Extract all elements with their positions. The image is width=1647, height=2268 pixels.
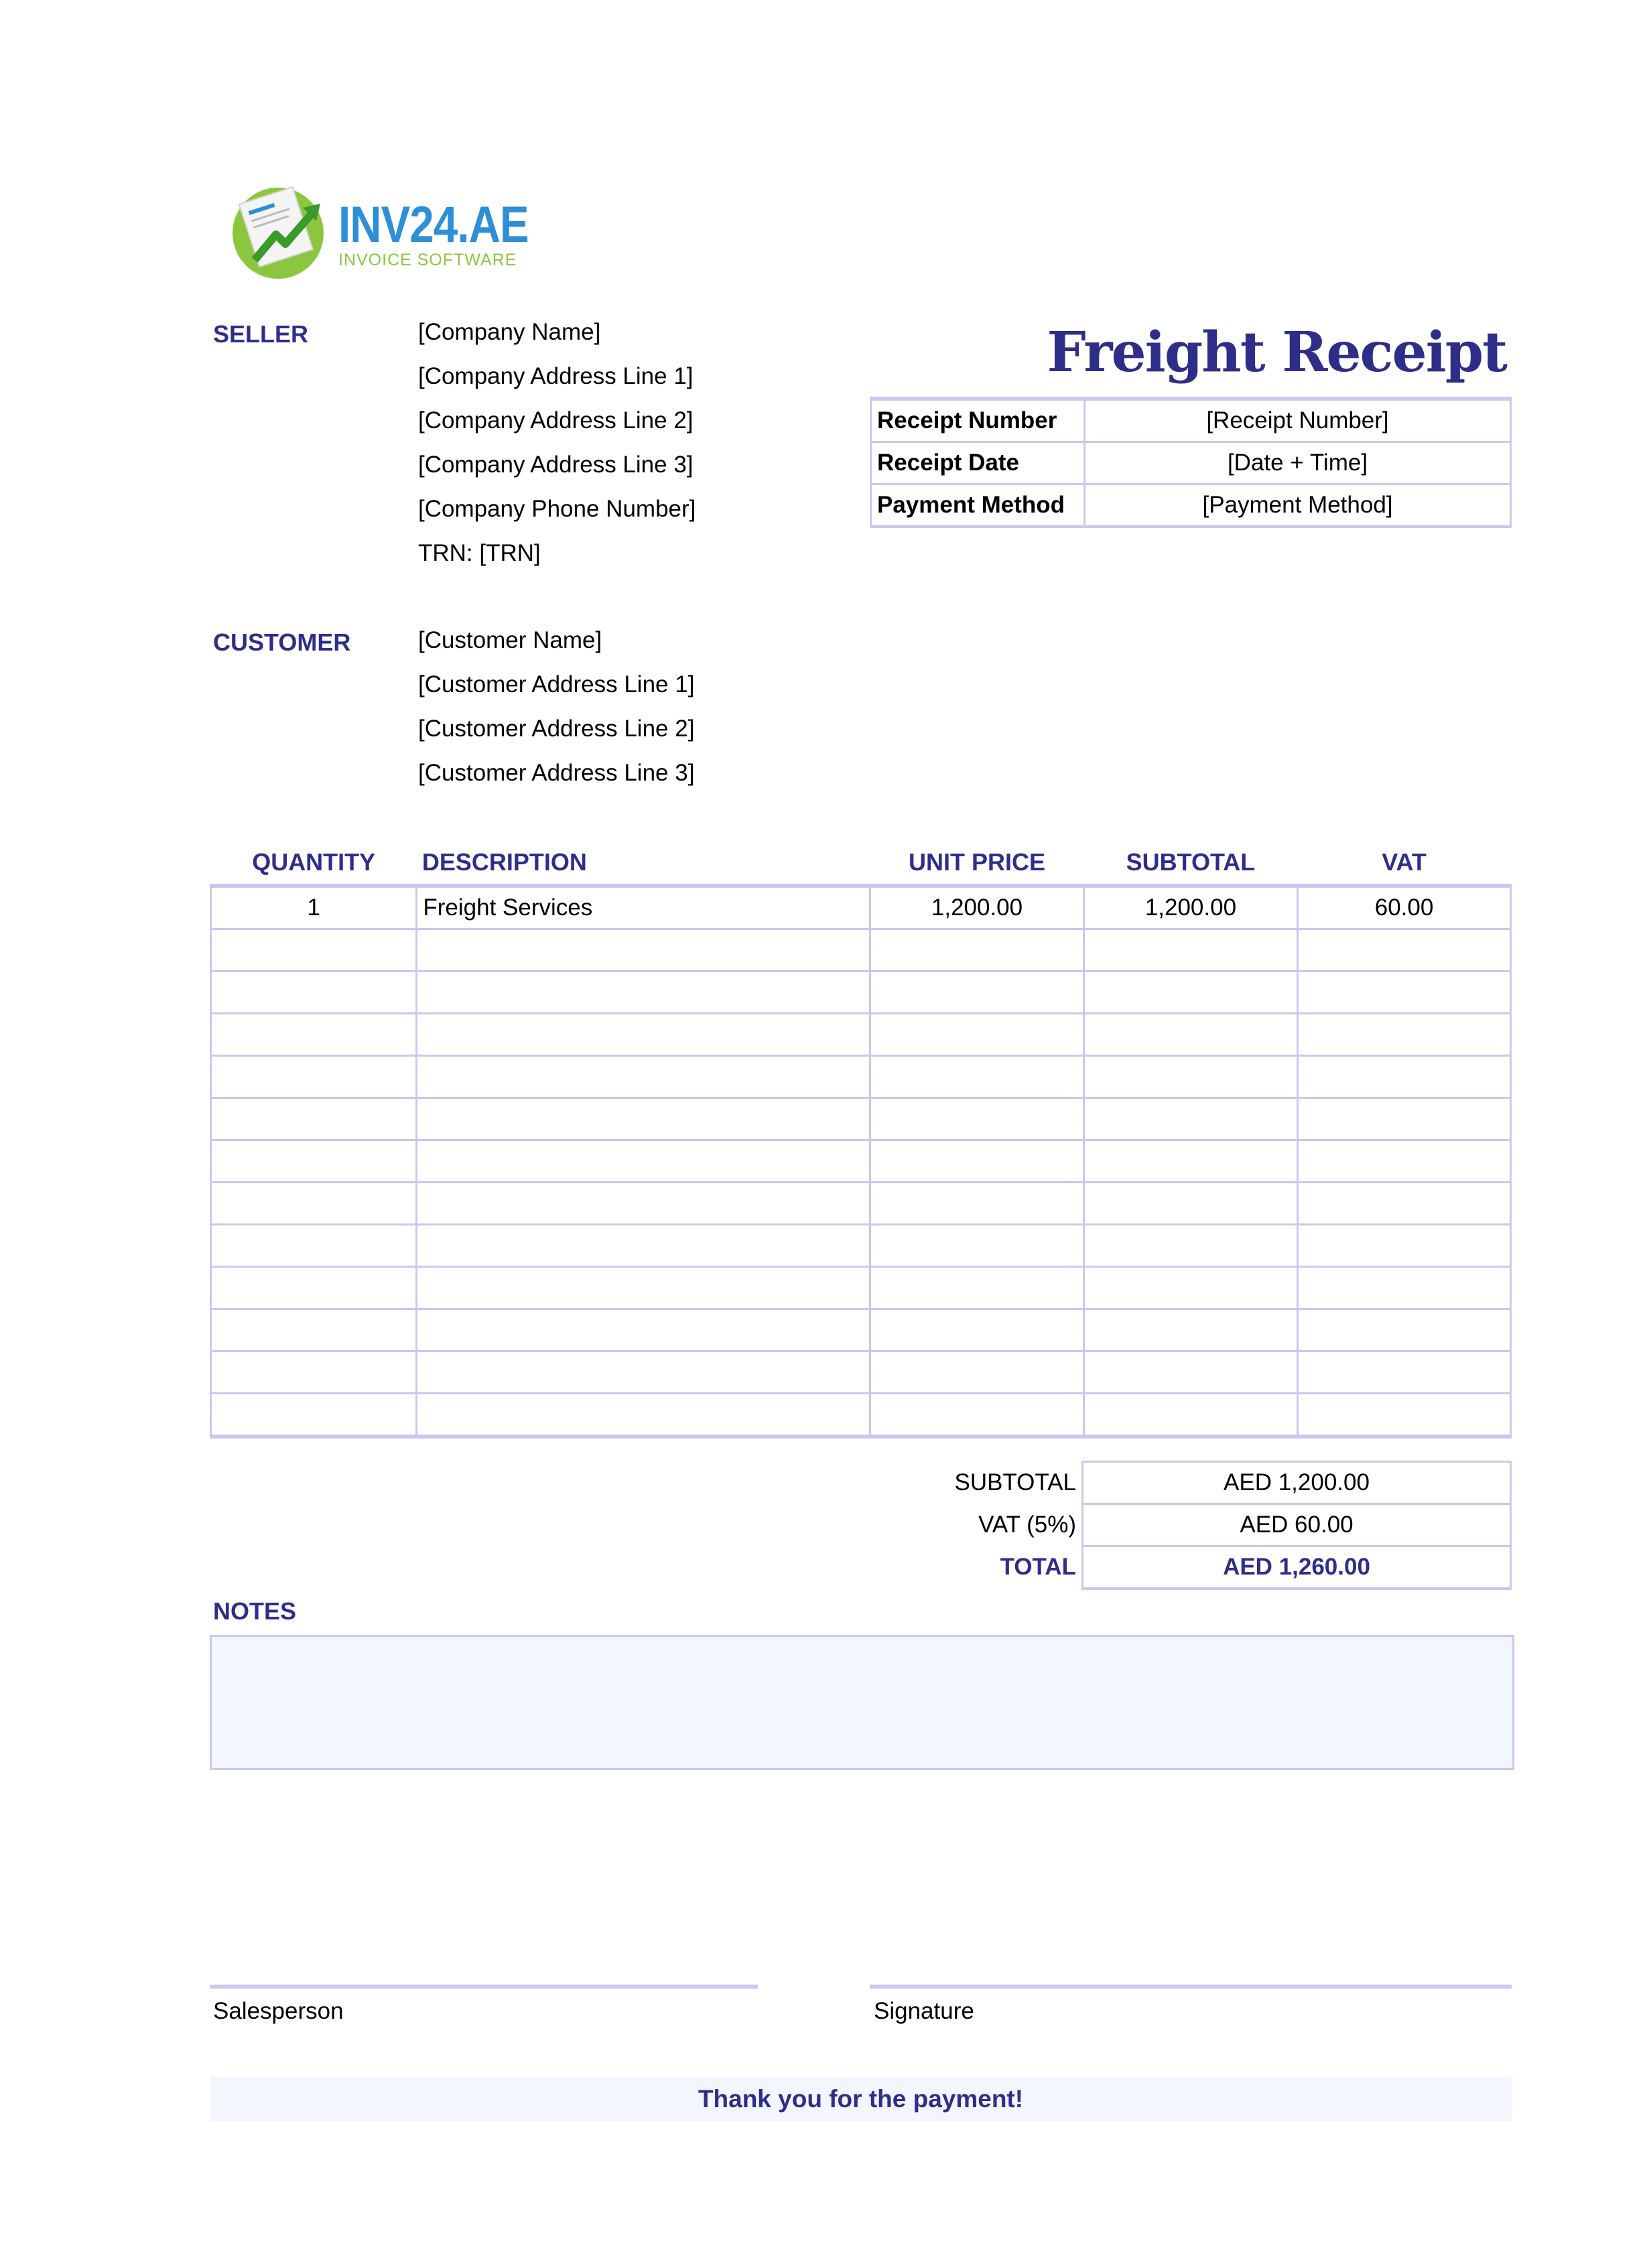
quantity-cell <box>211 1056 417 1098</box>
quantity-cell <box>211 1351 417 1394</box>
subtotal-cell <box>1083 1309 1297 1351</box>
signature-label: Signature <box>874 1998 974 2024</box>
description-cell <box>417 1267 870 1309</box>
vat-value: AED 60.00 <box>1083 1504 1511 1546</box>
unit-price-cell <box>870 1056 1084 1098</box>
document-title: Freight Receipt <box>1047 320 1506 385</box>
payment-method-label: Payment Method <box>871 484 1085 527</box>
quantity-cell <box>211 1014 417 1056</box>
customer-address-line-2: [Customer Address Line 2] <box>418 716 695 742</box>
unit-price-cell <box>870 1183 1084 1225</box>
total-value: AED 1,260.00 <box>1083 1546 1511 1589</box>
description-cell <box>417 1225 870 1267</box>
subtotal-cell <box>1083 1394 1297 1437</box>
subtotal-cell <box>1083 1140 1297 1183</box>
logo-subtitle: INVOICE SOFTWARE <box>338 251 517 269</box>
table-row <box>211 1267 1511 1309</box>
receipt-date-row <box>871 442 1511 484</box>
subtotal-row <box>870 1462 1511 1504</box>
seller-address-line-1: [Company Address Line 1] <box>418 363 694 389</box>
receipt-date-value: [Date + Time] <box>1085 442 1511 484</box>
seller-label: SELLER <box>213 320 309 348</box>
subtotal-value: AED 1,200.00 <box>1083 1462 1511 1504</box>
quantity-cell <box>211 929 417 972</box>
vat-cell <box>1298 1056 1511 1098</box>
quantity-header: QUANTITY <box>211 841 417 886</box>
subtotal-cell <box>1083 1056 1297 1098</box>
vat-row <box>870 1504 1511 1546</box>
salesperson-line <box>210 1985 758 1989</box>
unit-price-cell <box>870 1014 1084 1056</box>
quantity-cell <box>211 1309 417 1351</box>
signature-line <box>870 1985 1512 1989</box>
quantity-cell <box>211 1394 417 1437</box>
description-cell <box>417 1098 870 1140</box>
description-cell <box>417 1183 870 1225</box>
description-cell <box>417 1056 870 1098</box>
totals-table <box>870 1461 1512 1590</box>
unit-price-cell <box>870 1140 1084 1183</box>
description-cell <box>417 1351 870 1394</box>
customer-label: CUSTOMER <box>213 628 351 656</box>
vat-cell <box>1298 1014 1511 1056</box>
salesperson-label: Salesperson <box>213 1998 344 2024</box>
quantity-cell <box>211 1183 417 1225</box>
seller-company-name: [Company Name] <box>418 319 601 345</box>
unit-price-cell <box>870 1225 1084 1267</box>
description-cell <box>417 1394 870 1437</box>
receipt-date-label: Receipt Date <box>871 442 1085 484</box>
description-cell: Freight Services <box>417 886 870 929</box>
table-row <box>211 1225 1511 1267</box>
items-header-row <box>211 841 1511 886</box>
table-row <box>211 929 1511 972</box>
description-header: DESCRIPTION <box>417 841 870 886</box>
receipt-number-label: Receipt Number <box>871 399 1085 442</box>
quantity-cell <box>211 1140 417 1183</box>
unit-price-cell <box>870 1098 1084 1140</box>
table-row <box>211 1140 1511 1183</box>
notes-label: NOTES <box>213 1597 297 1625</box>
receipt-number-row <box>871 399 1511 442</box>
vat-cell <box>1298 1351 1511 1394</box>
table-row <box>211 886 1511 929</box>
payment-method-value: [Payment Method] <box>1085 484 1511 527</box>
vat-cell <box>1298 1098 1511 1140</box>
customer-name: [Customer Name] <box>418 627 602 653</box>
vat-cell <box>1298 972 1511 1014</box>
quantity-cell <box>211 972 417 1014</box>
unit-price-cell: 1,200.00 <box>870 886 1084 929</box>
quantity-cell <box>211 1098 417 1140</box>
subtotal-label: SUBTOTAL <box>954 1469 1076 1495</box>
table-row <box>211 1056 1511 1098</box>
subtotal-cell <box>1083 1014 1297 1056</box>
subtotal-cell <box>1083 1267 1297 1309</box>
vat-cell <box>1298 1394 1511 1437</box>
subtotal-header: SUBTOTAL <box>1083 841 1297 886</box>
vat-cell <box>1298 1225 1511 1267</box>
customer-address-line-1: [Customer Address Line 1] <box>418 671 695 697</box>
seller-address-line-3: [Company Address Line 3] <box>418 452 694 478</box>
line-items-table <box>210 841 1512 1439</box>
unit-price-cell <box>870 1309 1084 1351</box>
seller-address-line-2: [Company Address Line 2] <box>418 407 694 433</box>
description-cell <box>417 1309 870 1351</box>
description-cell <box>417 1014 870 1056</box>
unit-price-cell <box>870 929 1084 972</box>
payment-method-row <box>871 484 1511 527</box>
table-row <box>211 972 1511 1014</box>
quantity-cell: 1 <box>211 886 417 929</box>
vat-cell: 60.00 <box>1298 886 1511 929</box>
thank-you-banner: Thank you for the payment! <box>210 2077 1512 2121</box>
logo-emblem-icon <box>228 180 328 280</box>
customer-address-line-3: [Customer Address Line 3] <box>418 760 695 786</box>
vat-cell <box>1298 1309 1511 1351</box>
vat-cell <box>1298 929 1511 972</box>
vat-cell <box>1298 1140 1511 1183</box>
subtotal-cell <box>1083 1098 1297 1140</box>
logo-title: INV24.AE <box>338 196 529 253</box>
total-label: TOTAL <box>1000 1554 1076 1581</box>
table-row <box>211 1351 1511 1394</box>
vat-cell <box>1298 1183 1511 1225</box>
subtotal-cell <box>1083 1351 1297 1394</box>
seller-phone: [Company Phone Number] <box>418 496 696 522</box>
table-row <box>211 1098 1511 1140</box>
subtotal-cell <box>1083 972 1297 1014</box>
vat-cell <box>1298 1267 1511 1309</box>
quantity-cell <box>211 1225 417 1267</box>
description-cell <box>417 1140 870 1183</box>
total-row <box>870 1546 1511 1589</box>
items-body <box>211 886 1511 1437</box>
subtotal-cell <box>1083 1183 1297 1225</box>
unit-price-header: UNIT PRICE <box>870 841 1084 886</box>
vat-header: VAT <box>1298 841 1511 886</box>
seller-trn: TRN: [TRN] <box>418 540 541 566</box>
unit-price-cell <box>870 1267 1084 1309</box>
receipt-info-table <box>870 397 1512 528</box>
unit-price-cell <box>870 1351 1084 1394</box>
notes-box[interactable] <box>210 1635 1514 1770</box>
subtotal-cell <box>1083 1225 1297 1267</box>
quantity-cell <box>211 1267 417 1309</box>
table-row <box>211 1014 1511 1056</box>
table-row <box>211 1183 1511 1225</box>
table-row <box>211 1394 1511 1437</box>
table-row <box>211 1309 1511 1351</box>
description-cell <box>417 929 870 972</box>
subtotal-cell: 1,200.00 <box>1083 886 1297 929</box>
receipt-number-value: [Receipt Number] <box>1085 399 1511 442</box>
unit-price-cell <box>870 1394 1084 1437</box>
subtotal-cell <box>1083 929 1297 972</box>
unit-price-cell <box>870 972 1084 1014</box>
description-cell <box>417 972 870 1014</box>
vat-label: VAT (5%) <box>978 1512 1076 1538</box>
